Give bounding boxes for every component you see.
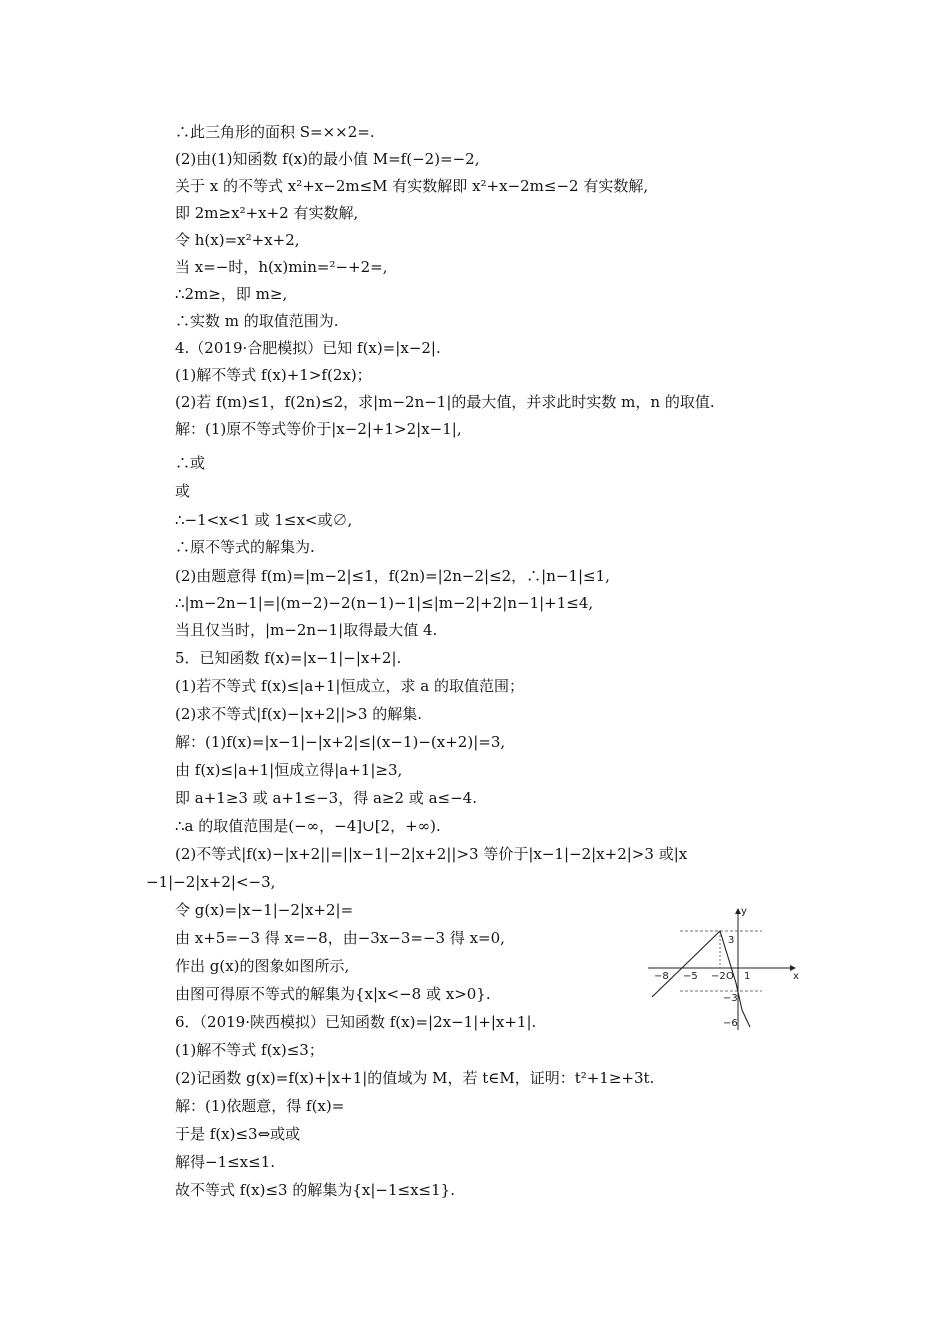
text-line: 由 x+5=−3 得 x=−8，由−3x−3=−3 得 x=0,	[175, 929, 505, 947]
text-line: 解得−1≤x≤1.	[175, 1153, 276, 1171]
text-line: ∴或	[175, 454, 206, 472]
x-axis-label: x	[793, 971, 799, 982]
function-graph-figure	[640, 905, 805, 1035]
y-axis-label: y	[741, 906, 747, 917]
problem-4-heading: 4.（2019·合肥模拟）已知 f(x)=|x−2|.	[175, 339, 441, 357]
text-line: 当且仅当时，|m−2n−1|取得最大值 4.	[175, 621, 438, 639]
text-line: ∴2m≥，即 m≥,	[175, 285, 288, 303]
text-line: 由 f(x)≤|a+1|恒成立得|a+1|≥3,	[175, 761, 403, 779]
text-line: 当 x=−时，h(x)min=²−+2=,	[175, 258, 388, 276]
text-line: ∴|m−2n−1|=|(m−2)−2(n−1)−1|≤|m−2|+2|n−1|+1≤4,	[175, 594, 594, 612]
text-line: (2)由(1)知函数 f(x)的最小值 M=f(−2)=−2,	[175, 150, 480, 168]
text-line: ∴原不等式的解集为.	[175, 538, 315, 556]
text-line: −1|−2|x+2|<−3,	[146, 873, 276, 891]
text-line: (1)若不等式 f(x)≤|a+1|恒成立，求 a 的取值范围；	[175, 677, 524, 695]
y-tick-label: −6	[723, 1018, 738, 1029]
text-line: (1)解不等式 f(x)≤3；	[175, 1041, 324, 1059]
text-line: 于是 f(x)≤3⇔或或	[175, 1125, 301, 1143]
text-line: 令 h(x)=x²+x+2,	[175, 231, 300, 249]
text-line: (2)不等式|f(x)−|x+2||=||x−1|−2|x+2||>3 等价于|x−1|−2|x+2|>3 或|x	[175, 845, 688, 863]
text-line: 作出 g(x)的图象如图所示,	[175, 957, 350, 975]
x-tick-label: 1	[744, 971, 751, 982]
text-line: ∴此三角形的面积 S=××2=.	[175, 123, 375, 141]
text-line: (2)由题意得 f(m)=|m−2|≤1，f(2n)=|2n−2|≤2，∴|n−1|≤1,	[175, 567, 610, 585]
text-line: ∴a 的取值范围是(−∞，−4]∪[2，+∞).	[175, 817, 441, 835]
text-line: 令 g(x)=|x−1|−2|x+2|=	[175, 901, 354, 919]
x-tick-label: −5	[683, 971, 698, 982]
text-line: 由图可得原不等式的解集为{x|x<−8 或 x>0}.	[175, 985, 491, 1003]
text-line: 或	[175, 482, 191, 500]
text-line: ∴−1<x<1 或 1≤x<或∅,	[175, 511, 353, 529]
y-tick-label: 3	[728, 935, 735, 946]
text-line: 解：(1)f(x)=|x−1|−|x+2|≤|(x−1)−(x+2)|=3,	[175, 733, 506, 751]
text-line: 即 a+1≥3 或 a+1≤−3，得 a≥2 或 a≤−4.	[175, 789, 477, 807]
x-tick-label: −8	[654, 971, 669, 982]
text-line: 解：(1)依题意，得 f(x)=	[175, 1097, 345, 1115]
problem-6-heading: 6．（2019·陕西模拟）已知函数 f(x)=|2x−1|+|x+1|.	[175, 1013, 537, 1031]
text-line: 即 2m≥x²+x+2 有实数解,	[175, 204, 359, 222]
text-line: (2)求不等式|f(x)−|x+2||>3 的解集.	[175, 705, 422, 723]
text-line: 解：(1)原不等式等价于|x−2|+1>2|x−1|,	[175, 420, 462, 438]
x-tick-label: −2	[711, 971, 726, 982]
origin-label: O	[726, 971, 734, 982]
text-line: (1)解不等式 f(x)+1>f(2x)；	[175, 366, 372, 384]
text-line: (2)若 f(m)≤1，f(2n)≤2，求|m−2n−1|的最大值，并求此时实数 m，n 的取值.	[175, 393, 715, 411]
text-line: 故不等式 f(x)≤3 的解集为{x|−1≤x≤1}.	[175, 1181, 455, 1199]
text-line: (2)记函数 g(x)=f(x)+|x+1|的值域为 M，若 t∈M，证明：t²+1≥+3t.	[175, 1069, 655, 1087]
y-tick-label: −3	[723, 993, 738, 1004]
text-line: ∴实数 m 的取值范围为.	[175, 312, 339, 330]
text-line: 关于 x 的不等式 x²+x−2m≤M 有实数解即 x²+x−2m≤−2 有实数解,	[175, 177, 649, 195]
problem-5-heading: 5．已知函数 f(x)=|x−1|−|x+2|.	[175, 649, 402, 667]
